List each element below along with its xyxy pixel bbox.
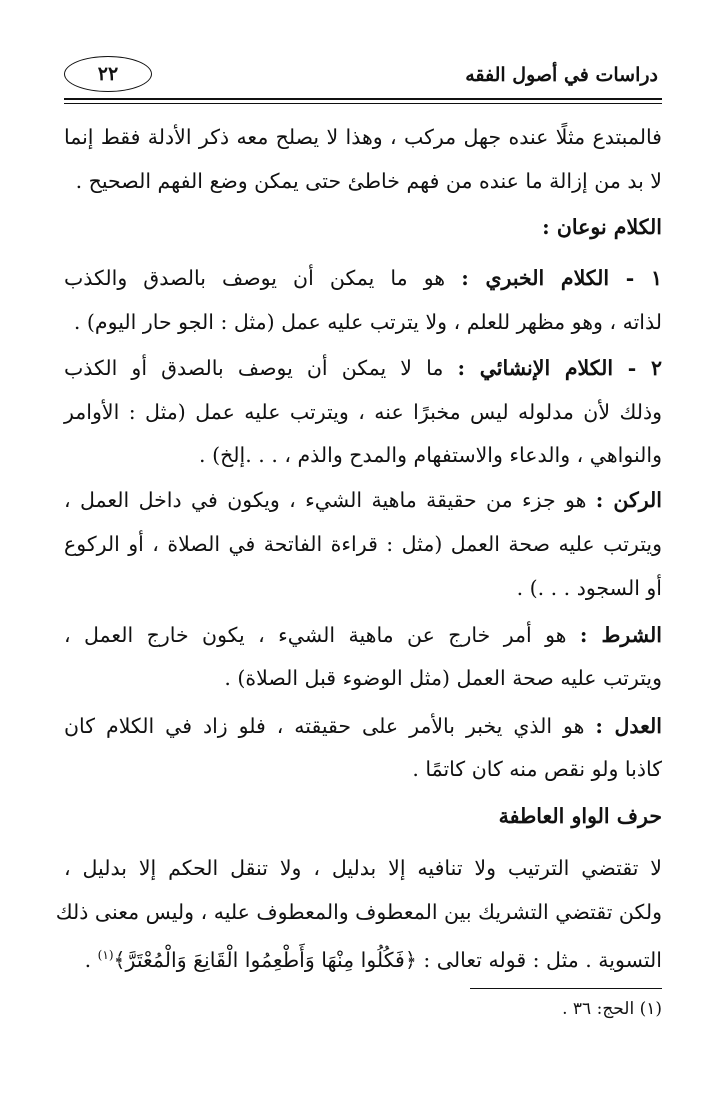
term-heading: ١ - الكلام الخبري : bbox=[461, 266, 662, 290]
text-line: ولكن تقتضي التشريك بين المعطوف والمعطوف عليه ، وليس معنى ذلك bbox=[55, 900, 662, 924]
text-line: والنواهي ، والدعاء والاستفهام والمدح والذم ، . . .إلخ) . bbox=[199, 443, 662, 467]
text-line: فالمبتدع مثلًا عنده جهل مركب ، وهذا لا يصلح معه ذكر الأدلة فقط إنما bbox=[64, 125, 662, 149]
page-number-oval bbox=[64, 56, 152, 92]
text-line: أو السجود . . .) . bbox=[516, 576, 662, 600]
footnote-ref: (١) bbox=[97, 948, 114, 962]
section-heading: الكلام نوعان : bbox=[542, 215, 662, 239]
text-line bbox=[85, 940, 662, 975]
text-line bbox=[64, 620, 662, 650]
text-line: ويترتب عليه صحة العمل (مثل : قراءة الفاتحة في الصلاة ، أو الركوع bbox=[64, 532, 662, 556]
text-line: كاذبا ولو نقص منه كان كاتمًا . bbox=[412, 757, 662, 781]
term-heading: الركن : bbox=[595, 488, 662, 512]
term-heading: الشرط : bbox=[579, 623, 662, 647]
text-run: التسوية . مثل : قوله تعالى : bbox=[423, 947, 662, 972]
term-definition: ما لا يمكن أن يوصف بالصدق أو الكذب bbox=[64, 356, 444, 380]
text-line bbox=[64, 353, 662, 383]
term-definition: هو جزء من حقيقة ماهية الشيء ، ويكون في داخل العمل ، bbox=[64, 488, 587, 512]
footnote: (١) الحج: ٣٦ . bbox=[562, 999, 662, 1019]
page-header bbox=[64, 52, 662, 98]
term-definition: هو ما يمكن أن يوصف بالصدق والكذب bbox=[64, 266, 446, 290]
text-line: لا بد من إزالة ما عنده من فهم خاطئ حتى يمكن وضع الفهم الصحيح . bbox=[75, 169, 662, 193]
quran-verse: ﴿فَكُلُوا مِنْهَا وَأَطْعِمُوا الْقَانِعَ وَالْمُعْتَرَّ﴾ bbox=[113, 947, 417, 972]
text-line: ويترتب عليه صحة العمل (مثل الوضوء قبل الصلاة) . bbox=[224, 666, 662, 690]
term-definition: هو أمر خارج عن ماهية الشيء ، يكون خارج العمل ، bbox=[64, 623, 567, 647]
book-title: دراسات في أصول الفقه bbox=[465, 64, 658, 86]
term-definition: هو الذي يخبر بالأمر على حقيقته ، فلو زاد في الكلام كان bbox=[64, 714, 585, 738]
text-line: وذلك لأن مدلوله ليس مخبرًا عنه ، ويترتب عليه عمل (مثل : الأوامر bbox=[64, 400, 662, 424]
footnote-rule bbox=[470, 988, 662, 989]
text-line: لا تقتضي الترتيب ولا تنافيه إلا بدليل ، ولا تنقل الحكم إلا بدليل ، bbox=[64, 856, 662, 880]
header-rule-thin bbox=[64, 103, 662, 104]
text-line bbox=[64, 711, 662, 741]
page-number: ٢٢ bbox=[97, 63, 119, 85]
section-heading: حرف الواو العاطفة bbox=[498, 804, 662, 828]
term-heading: العدل : bbox=[595, 714, 662, 738]
text-line bbox=[64, 263, 662, 293]
text-line bbox=[64, 485, 662, 515]
term-heading: ٢ - الكلام الإنشائي : bbox=[457, 356, 663, 380]
header-rule-thick bbox=[64, 98, 662, 100]
text-run: . bbox=[84, 947, 92, 972]
text-line: لذاته ، وهو مظهر للعلم ، ولا يترتب عليه عمل (مثل : الجو حار اليوم) . bbox=[73, 310, 662, 334]
